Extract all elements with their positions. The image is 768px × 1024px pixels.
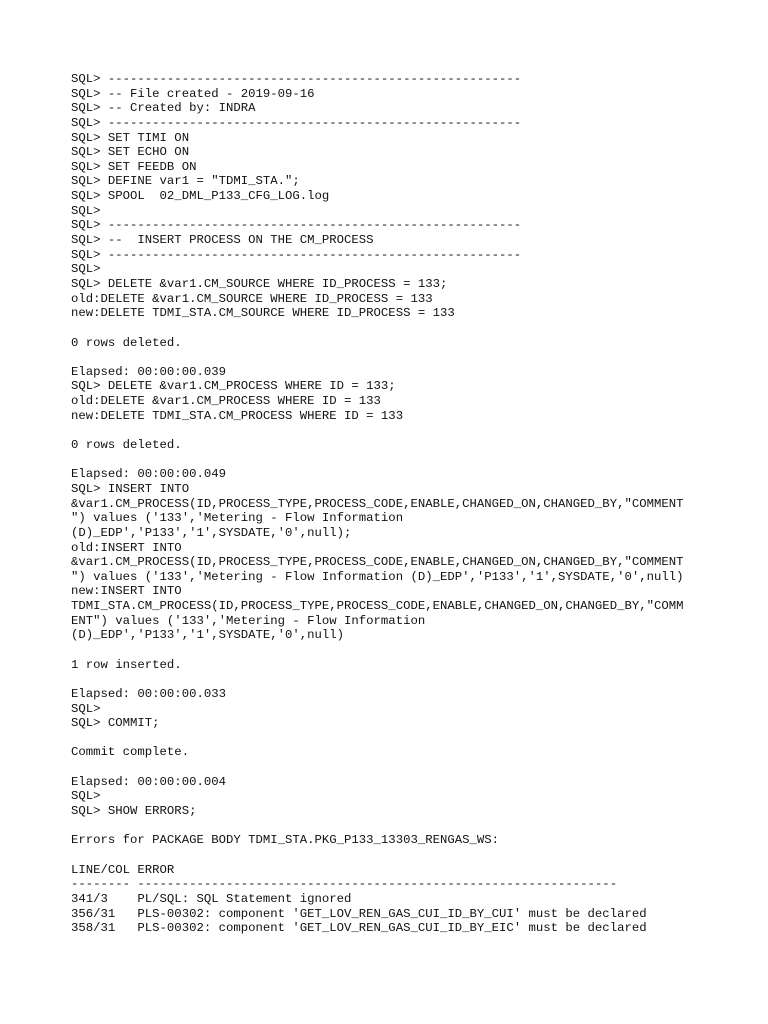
log-line: SQL>	[71, 789, 101, 804]
log-line	[71, 321, 684, 336]
log-line: new:DELETE TDMI_STA.CM_SOURCE WHERE ID_PROCESS = 133	[71, 306, 455, 321]
log-line: SQL> --------------------------------------------------------	[71, 247, 522, 262]
log-line	[71, 453, 684, 468]
log-line: Errors for PACKAGE BODY TDMI_STA.PKG_P133_13303_RENGAS_WS:	[71, 833, 500, 848]
log-line: (D)_EDP','P133','1',SYSDATE,'0',null)	[71, 628, 345, 643]
log-line: SQL>	[71, 262, 101, 277]
log-line: old:DELETE &var1.CM_PROCESS WHERE ID = 133	[71, 394, 381, 409]
log-line: 358/31 PLS-00302: component 'GET_LOV_REN_GAS_CUI_ID_BY_EIC' must be declared	[71, 921, 647, 936]
log-line	[71, 350, 684, 365]
log-line: SQL>	[71, 203, 101, 218]
log-line	[71, 423, 684, 438]
log-line	[71, 672, 684, 687]
log-line: SQL> --------------------------------------------------------	[71, 72, 522, 86]
log-line: LINE/COL ERROR	[71, 862, 175, 877]
log-line: SQL> -- File created - 2019-09-16	[71, 86, 315, 101]
log-line: 356/31 PLS-00302: component 'GET_LOV_REN_GAS_CUI_ID_BY_CUI' must be declared	[71, 906, 647, 921]
log-line: SQL> SPOOL 02_DML_P133_CFG_LOG.log	[71, 189, 330, 204]
log-line: SQL> DELETE &var1.CM_SOURCE WHERE ID_PROCESS = 133;	[71, 276, 448, 291]
log-line: SQL> SET TIMI ON	[71, 130, 190, 145]
log-line: 0 rows deleted.	[71, 438, 182, 453]
log-line: ") values ('133','Metering - Flow Information (D)_EDP','P133','1',SYSDATE,'0',null)	[71, 569, 684, 584]
log-line: old:INSERT INTO	[71, 540, 182, 555]
log-line: ENT") values ('133','Metering - Flow Information	[71, 613, 426, 628]
log-line: SQL> DEFINE var1 = "TDMI_STA.";	[71, 174, 300, 189]
sql-log-document	[71, 72, 684, 936]
log-line	[71, 731, 684, 746]
log-line: (D)_EDP','P133','1',SYSDATE,'0',null);	[71, 525, 352, 540]
log-line: Commit complete.	[71, 745, 190, 760]
log-line: SQL> INSERT INTO	[71, 481, 190, 496]
log-line: Elapsed: 00:00:00.004	[71, 774, 226, 789]
log-line: Elapsed: 00:00:00.049	[71, 467, 226, 482]
log-line	[71, 848, 684, 863]
log-line: 1 row inserted.	[71, 657, 182, 672]
log-line: SQL> SET FEEDB ON	[71, 159, 197, 174]
log-line: SQL> SHOW ERRORS;	[71, 804, 197, 819]
log-line: SQL>	[71, 701, 101, 716]
log-line: SQL> --------------------------------------------------------	[71, 218, 522, 233]
log-line: 341/3 PL/SQL: SQL Statement ignored	[71, 891, 352, 906]
log-line: SQL> COMMIT;	[71, 716, 160, 731]
log-line: SQL> --------------------------------------------------------	[71, 115, 522, 130]
log-line: old:DELETE &var1.CM_SOURCE WHERE ID_PROCESS = 133	[71, 291, 433, 306]
log-line: &var1.CM_PROCESS(ID,PROCESS_TYPE,PROCESS_CODE,ENABLE,CHANGED_ON,CHANGED_BY,"COMMENT	[71, 555, 684, 570]
log-line: &var1.CM_PROCESS(ID,PROCESS_TYPE,PROCESS_CODE,ENABLE,CHANGED_ON,CHANGED_BY,"COMMENT	[71, 496, 684, 511]
log-line: Elapsed: 00:00:00.039	[71, 364, 226, 379]
log-line	[71, 819, 684, 834]
log-line: SQL> -- INSERT PROCESS ON THE CM_PROCESS	[71, 233, 374, 248]
log-line: new:INSERT INTO	[71, 584, 182, 599]
log-line: ") values ('133','Metering - Flow Information	[71, 511, 404, 526]
log-line: SQL> -- Created by: INDRA	[71, 101, 256, 116]
log-line: new:DELETE TDMI_STA.CM_PROCESS WHERE ID = 133	[71, 408, 404, 423]
log-line: -------- -----------------------------------------------------------------	[71, 877, 618, 892]
log-line: Elapsed: 00:00:00.033	[71, 686, 226, 701]
log-line: 0 rows deleted.	[71, 335, 182, 350]
log-line: TDMI_STA.CM_PROCESS(ID,PROCESS_TYPE,PROCESS_CODE,ENABLE,CHANGED_ON,CHANGED_BY,"COMM	[71, 599, 684, 614]
log-line: SQL> SET ECHO ON	[71, 145, 190, 160]
log-line	[71, 643, 684, 658]
log-line	[71, 760, 684, 775]
log-line: SQL> DELETE &var1.CM_PROCESS WHERE ID = 133;	[71, 379, 396, 394]
